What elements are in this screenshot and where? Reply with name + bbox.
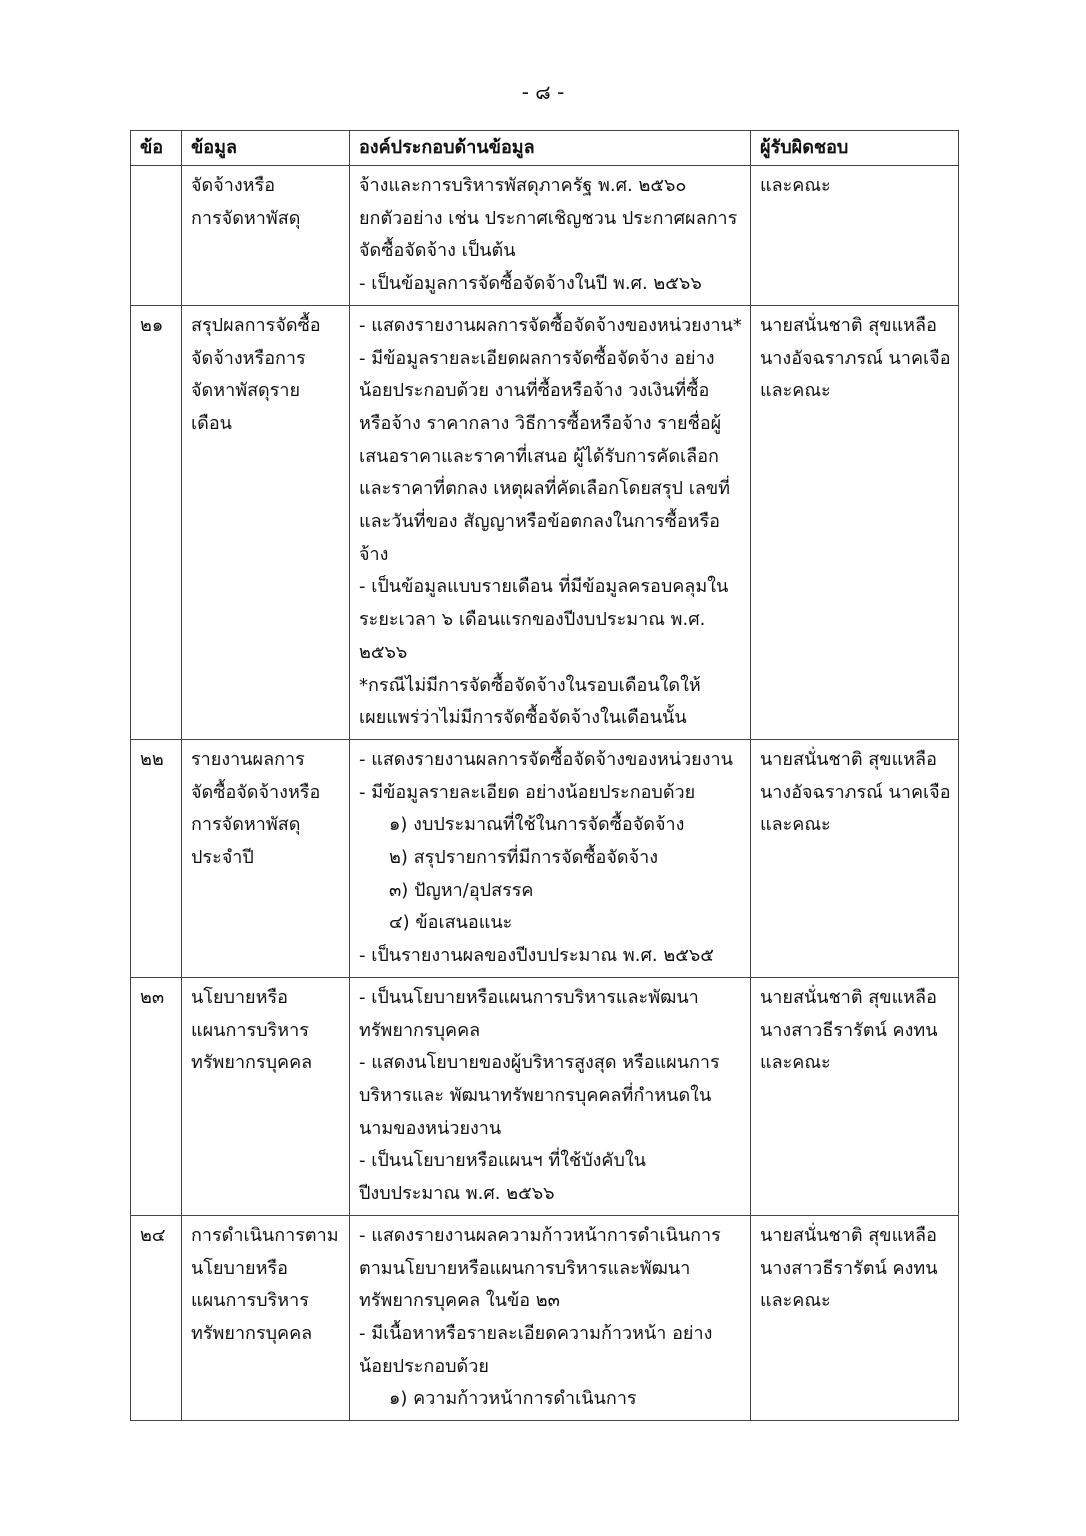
- row-item: นโยบายหรือ แผนการบริหาร ทรัพยากรบุคคล: [182, 977, 350, 1215]
- table-row: [131, 305, 959, 739]
- row-responsible: นายสนั่นชาติ สุขแหลือ นางอัจฉราภรณ์ นาคเจือ และคณะ: [751, 305, 959, 739]
- row-responsible: นายสนั่นชาติ สุขแหลือ นางสาวธีรารัตน์ คงทน และคณะ: [751, 1215, 959, 1420]
- header-responsible: ผู้รับผิดชอบ: [751, 131, 959, 166]
- row-item: การดำเนินการตาม นโยบายหรือ แผนการบริหาร ทรัพยากรบุคคล: [182, 1215, 350, 1420]
- row-components: - แสดงรายงานผลการจัดซื้อจัดจ้างของหน่วยงาน* - มีข้อมูลรายละเอียดผลการจัดซื้อจัดจ้าง อย่าง น้อยประกอบด้วย งานที่ซื้อหรือจ้าง วงเงินที่ซื้อ หรือจ้าง ราคากลาง วิธีการซื้อหรือจ้าง รายชื่อผู้ เสนอราคาและราคาที่เสนอ ผู้ได้รับการคัดเลือก และราคาที่ตกลง เหตุผลที่คัดเลือกโดยสรุป เลขที่ และวันที่ของ สัญญาหรือข้อตกลงในการซื้อหรือ จ้าง - เป็นข้อมูลแบบรายเดือน ที่มีข้อมูลครอบคลุมใน ระยะเวลา ๖ เดือนแรกของปีงบประมาณ พ.ศ. ๒๕๖๖ *กรณีไม่มีการจัดซื้อจัดจ้างในรอบเดือนใดให้ เผยแพร่ว่าไม่มีการจัดซื้อจัดจ้างในเดือนนั้น: [350, 305, 751, 739]
- table-row: [131, 166, 959, 306]
- table-row: [131, 977, 959, 1215]
- table-row: [131, 739, 959, 977]
- row-item: สรุปผลการจัดซื้อ จัดจ้างหรือการ จัดหาพัสดุราย เดือน: [182, 305, 350, 739]
- row-no: ๒๓: [131, 977, 182, 1215]
- table-header-row: [131, 131, 959, 166]
- row-components: - แสดงรายงานผลการจัดซื้อจัดจ้างของหน่วยงาน - มีข้อมูลรายละเอียด อย่างน้อยประกอบด้วย ๑) งบประมาณที่ใช้ในการจัดซื้อจัดจ้าง ๒) สรุปรายการที่มีการจัดซื้อจัดจ้าง ๓) ปัญหา/อุปสรรค ๔) ข้อเสนอแนะ - เป็นรายงานผลของปีงบประมาณ พ.ศ. ๒๕๖๕: [350, 739, 751, 977]
- row-no: [131, 166, 182, 306]
- page-number: - ๘ -: [521, 80, 565, 104]
- data-table: [130, 130, 959, 1421]
- row-no: ๒๑: [131, 305, 182, 739]
- header-item: ข้อมูล: [182, 131, 350, 166]
- table-row: [131, 1215, 959, 1420]
- row-components: - แสดงรายงานผลความก้าวหน้าการดำเนินการ ตามนโยบายหรือแผนการบริหารและพัฒนา ทรัพยากรบุคคล ในข้อ ๒๓ - มีเนื้อหาหรือรายละเอียดความก้าวหน้า อย่าง น้อยประกอบด้วย ๑) ความก้าวหน้าการดำเนินการ: [350, 1215, 751, 1420]
- header-components: องค์ประกอบด้านข้อมูล: [350, 131, 751, 166]
- row-item: จัดจ้างหรือ การจัดหาพัสดุ: [182, 166, 350, 306]
- row-responsible: และคณะ: [751, 166, 959, 306]
- row-components: จ้างและการบริหารพัสดุภาครัฐ พ.ศ. ๒๕๖๐ ยกตัวอย่าง เช่น ประกาศเชิญชวน ประกาศผลการ จัดซื้อจัดจ้าง เป็นต้น - เป็นข้อมูลการจัดซื้อจัดจ้างในปี พ.ศ. ๒๕๖๖: [350, 166, 751, 306]
- row-no: ๒๔: [131, 1215, 182, 1420]
- row-components: - เป็นนโยบายหรือแผนการบริหารและพัฒนา ทรัพยากรบุคคล - แสดงนโยบายของผู้บริหารสูงสุด หรือแผนการ บริหารและ พัฒนาทรัพยากรบุคคลที่กำหนดใน นามของหน่วยงาน - เป็นนโยบายหรือแผนฯ ที่ใช้บังคับใน ปีงบประมาณ พ.ศ. ๒๕๖๖: [350, 977, 751, 1215]
- row-item: รายงานผลการ จัดซื้อจัดจ้างหรือ การจัดหาพัสดุ ประจำปี: [182, 739, 350, 977]
- row-responsible: นายสนั่นชาติ สุขแหลือ นางสาวธีรารัตน์ คงทน และคณะ: [751, 977, 959, 1215]
- header-no: ข้อ: [131, 131, 182, 166]
- row-responsible: นายสนั่นชาติ สุขแหลือ นางอัจฉราภรณ์ นาคเจือ และคณะ: [751, 739, 959, 977]
- row-no: ๒๒: [131, 739, 182, 977]
